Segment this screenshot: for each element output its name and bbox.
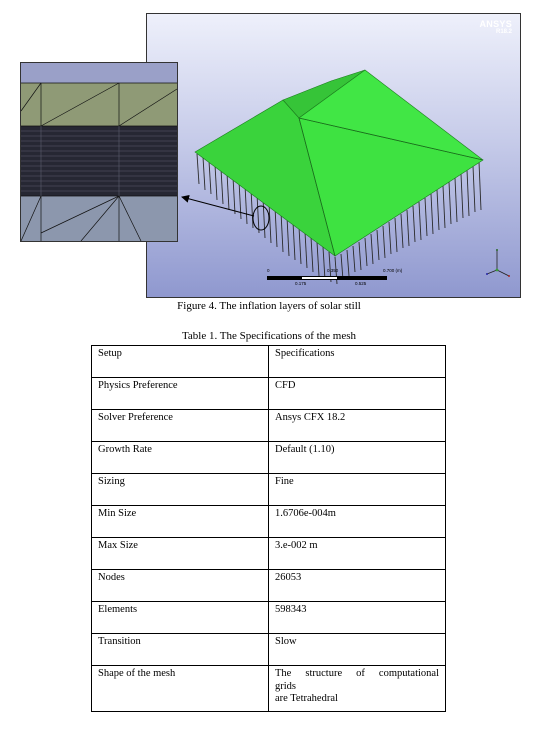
table-row (92, 570, 446, 602)
spec-cell: CFD (269, 378, 446, 410)
scale-tick-2: 0.700 (m) (383, 268, 403, 273)
spec-cell: 1.6706e-004m (269, 506, 446, 538)
inflation-layers-detail (21, 63, 177, 241)
scale-tick-4: 0.525 (355, 281, 367, 286)
figure-caption: Figure 4. The inflation layers of solar still (177, 300, 361, 312)
spec-cell: Fine (269, 474, 446, 506)
mesh-specifications-table (91, 345, 446, 712)
setup-cell: Physics Preference (92, 378, 269, 410)
setup-cell: Sizing (92, 474, 269, 506)
setup-cell: Solver Preference (92, 410, 269, 442)
setup-cell: Transition (92, 634, 269, 666)
ansys-brand: ANSYS (479, 19, 512, 29)
spec-cell: 3.e-002 m (269, 538, 446, 570)
table-row (92, 602, 446, 634)
header-setup: Setup (92, 346, 269, 378)
spec-line-2: grids (275, 680, 296, 692)
spec-line-3: are Tetrahedral (275, 693, 338, 705)
ansys-version: R18.2 (495, 29, 512, 35)
table-row (92, 410, 446, 442)
scale-tick-3: 0.175 (295, 281, 307, 286)
setup-cell: Shape of the mesh (92, 666, 269, 712)
figure-4 (0, 0, 538, 300)
ansys-mesh-viewport (146, 13, 521, 298)
table-row (92, 666, 446, 712)
table-row (92, 538, 446, 570)
spec-cell: Ansys CFX 18.2 (269, 410, 446, 442)
setup-cell: Min Size (92, 506, 269, 538)
setup-cell: Growth Rate (92, 442, 269, 474)
scale-bar (267, 268, 427, 291)
spec-cell: Slow (269, 634, 446, 666)
spec-line-1: The structure of computational (275, 668, 439, 679)
scale-tick-1: 0.350 (327, 268, 339, 273)
axis-triad-icon (487, 250, 509, 276)
table-row (92, 474, 446, 506)
zoom-marker-circle (253, 206, 269, 230)
spec-cell: 26053 (269, 570, 446, 602)
table-row (92, 634, 446, 666)
scale-tick-0: 0 (267, 268, 270, 273)
setup-cell: Max Size (92, 538, 269, 570)
solar-still-mesh-model (147, 14, 520, 297)
inflation-layers-inset (20, 62, 178, 242)
setup-cell: Elements (92, 602, 269, 634)
table-header-row (92, 346, 446, 378)
spec-cell (269, 666, 446, 712)
table-caption: Table 1. The Specifications of the mesh (181, 330, 357, 342)
spec-cell: Default (1.10) (269, 442, 446, 474)
table-row (92, 506, 446, 538)
table-row (92, 378, 446, 410)
header-specifications: Specifications (269, 346, 446, 378)
spec-cell: 598343 (269, 602, 446, 634)
table-row (92, 442, 446, 474)
setup-cell: Nodes (92, 570, 269, 602)
